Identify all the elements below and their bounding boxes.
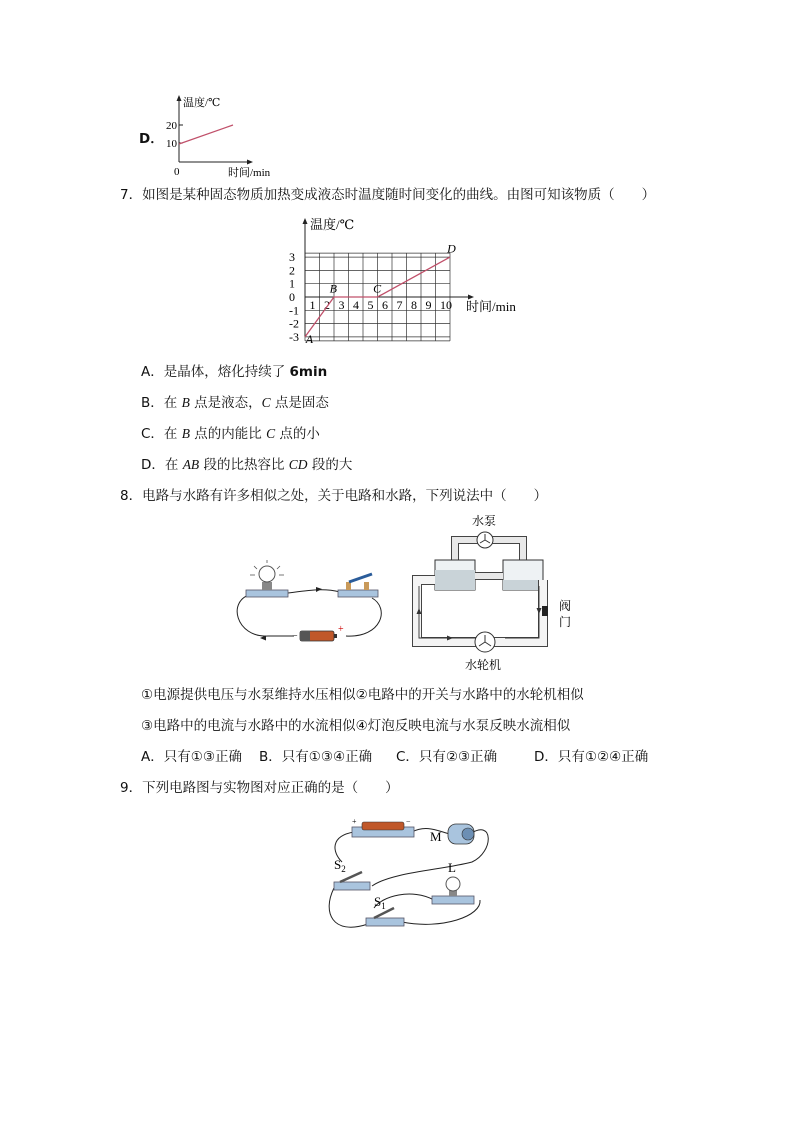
segment-ref: CD [288,457,308,472]
x-tick-label: 9 [425,298,432,312]
y-tick-label: 1 [289,276,295,291]
point-label-b: B [329,281,337,296]
lamp-base [246,590,288,597]
q7-temperature-chart [285,213,530,348]
minus-sign: − [292,631,298,642]
wire [329,888,368,927]
point-ref: B [181,426,190,441]
option-text: B．在 [141,395,182,411]
battery-icon [362,822,404,830]
option-text: 点是固态 [270,395,329,411]
q6-d-xlabel: 时间/min [228,167,271,179]
switch-s1-base [366,918,404,926]
y-tick-label: -2 [289,316,299,331]
wire [288,590,340,593]
q8-option-a: A．只有①③正确 [141,749,242,765]
option-text: 点是液态， [189,395,262,411]
y-axis-arrow [303,218,308,224]
point-label-d: D [447,241,456,256]
point-label-a: A [305,331,314,346]
wire [237,594,294,636]
q7-stem: 7．如图是某种固态物质加热变成液态时温度随时间变化的曲线。由图可知该物质（ ） [120,187,656,203]
x-tick-label: 5 [367,298,374,312]
valve-label-2: 门 [559,615,572,629]
option-text: C．在 [141,426,182,442]
x-tick-label: 2 [324,298,330,312]
q8-option-c: C．只有②③正确 [396,749,498,765]
bulb-icon [446,877,460,891]
plus-sign: + [338,624,344,635]
q8-stem: 8．电路与水路有许多相似之处，关于电路和水路，下列说法中（ ） [120,488,548,504]
tick-label: 10 [166,138,177,150]
q6-option-d-graph [165,92,285,182]
x-axis-arrow [247,160,253,165]
q8-water-circuit-picture [405,514,580,674]
x-tick-label: 7 [396,298,403,312]
tick-label: 0 [174,166,180,178]
x-tick-label: 1 [309,298,316,312]
point-ref: C [266,426,276,441]
x-tick-label: 10 [440,298,452,312]
plus-sign: + [352,817,357,826]
q9-physical-circuit-picture [322,812,497,942]
x-tick-label: 4 [353,298,359,312]
switch-lever [349,574,372,582]
q7-ylabel: 温度/℃ [310,217,355,232]
q7-option-b [141,394,329,412]
pump-label: 水泵 [472,514,497,528]
option-text: 点的小 [275,426,320,442]
minus-sign: − [406,817,411,826]
q9-stem: 9．下列电路图与实物图对应正确的是（ ） [120,780,399,796]
q6-d-ylabel: 温度/℃ [183,97,221,109]
y-tick-label: 3 [289,250,295,265]
point-label-c: C [373,281,382,296]
tick-label: 20 [166,120,177,132]
turbine-label: 水轮机 [465,658,502,672]
y-tick-label: -1 [289,303,299,318]
q8-option-d: D．只有①②④正确 [534,749,649,765]
q6-d-line [179,125,233,144]
x-tick-label: 3 [338,298,345,312]
option-text: 段的大 [307,457,353,473]
wire [346,598,381,636]
lamp-label: L [448,860,456,875]
motor-label: M [430,829,442,844]
option-text: 点的内能比 [189,426,267,442]
x-tick-label: 8 [411,298,417,312]
s2-label: $S_2$ [334,857,346,874]
switch-base [338,590,378,597]
option-text: D．在 [141,457,183,473]
point-ref: C [261,395,271,410]
x-tick-label: 6 [382,298,388,312]
y-tick-label: 2 [289,263,295,278]
valve-icon [542,606,548,616]
point-ref: B [181,395,190,410]
valve-label-1: 阀 [559,599,572,613]
segment-ref: AB [182,457,200,472]
q7-option-a [141,363,327,381]
q6-option-d-label: D． [139,131,164,147]
switch-s2-base [334,882,370,890]
y-tick-label: -3 [289,329,299,344]
q8-statement-1: ①电源提供电压与水泵维持水压相似②电路中的开关与水路中的水轮机相似 [141,687,584,703]
lamp-base [432,896,474,904]
lamp-socket [262,582,272,590]
bulb-icon [259,566,275,582]
option-text: 段的比热容比 [199,457,289,473]
option-a-text: A．是晶体，熔化持续了 [141,364,290,380]
s1-label: $S_1$ [374,894,386,911]
option-a-value: 6min [289,364,328,380]
q7-option-d [141,456,352,474]
q8-electric-circuit-picture [232,560,392,652]
q7-option-c [141,425,320,443]
y-tick-label: 0 [289,290,295,304]
q8-option-b: B．只有①③④正确 [259,749,373,765]
q7-xlabel: 时间/min [466,299,516,314]
y-axis-arrow [177,95,182,101]
q8-statement-2: ③电路中的电流与水路中的水流相似④灯泡反映电流与水泵反映水流相似 [141,718,571,734]
